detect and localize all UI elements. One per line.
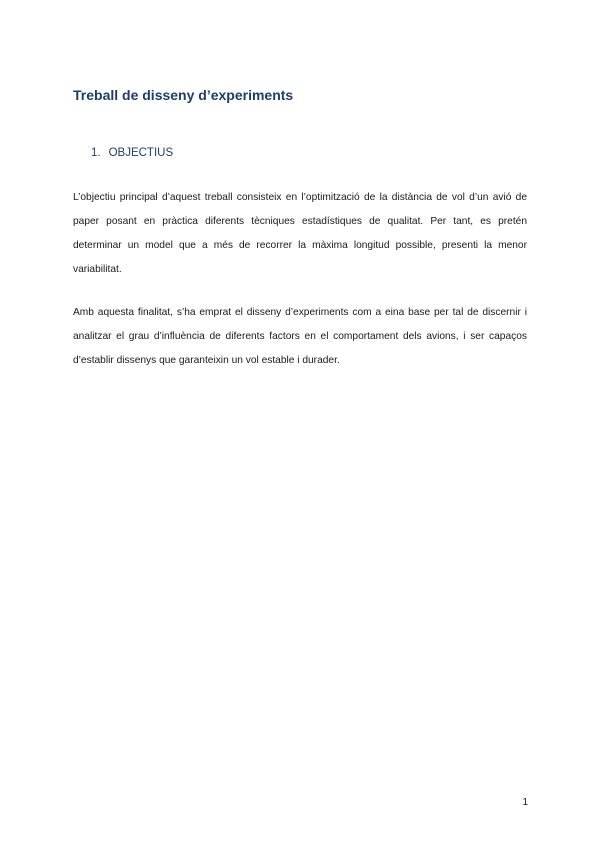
- document-title: Treball de disseny d’experiments: [73, 87, 294, 103]
- paragraph-objective: L’objectiu principal d’aquest treball consisteix en l’optimització de la distància de vol d’un avió de paper posant en pràctica diferents tècniques estadístiques de qualitat. Per tant, es pretén determinar un model que a més de recorrer la màxima longitud possible, presenti la menor variabilitat.: [73, 192, 527, 275]
- section-heading: [91, 147, 173, 159]
- section-number: 1.: [91, 147, 101, 159]
- page-number: 1: [522, 797, 528, 808]
- section-heading-text: OBJECTIUS: [108, 147, 174, 159]
- paragraph-purpose: Amb aquesta finalitat, s’ha emprat el disseny d’experiments com a eina base per tal de discernir i analitzar el grau d’influència de diferents factors en el comportament dels avions, i ser capaços d’establir dissenys que garanteixin un vol estable i durader.: [73, 307, 527, 366]
